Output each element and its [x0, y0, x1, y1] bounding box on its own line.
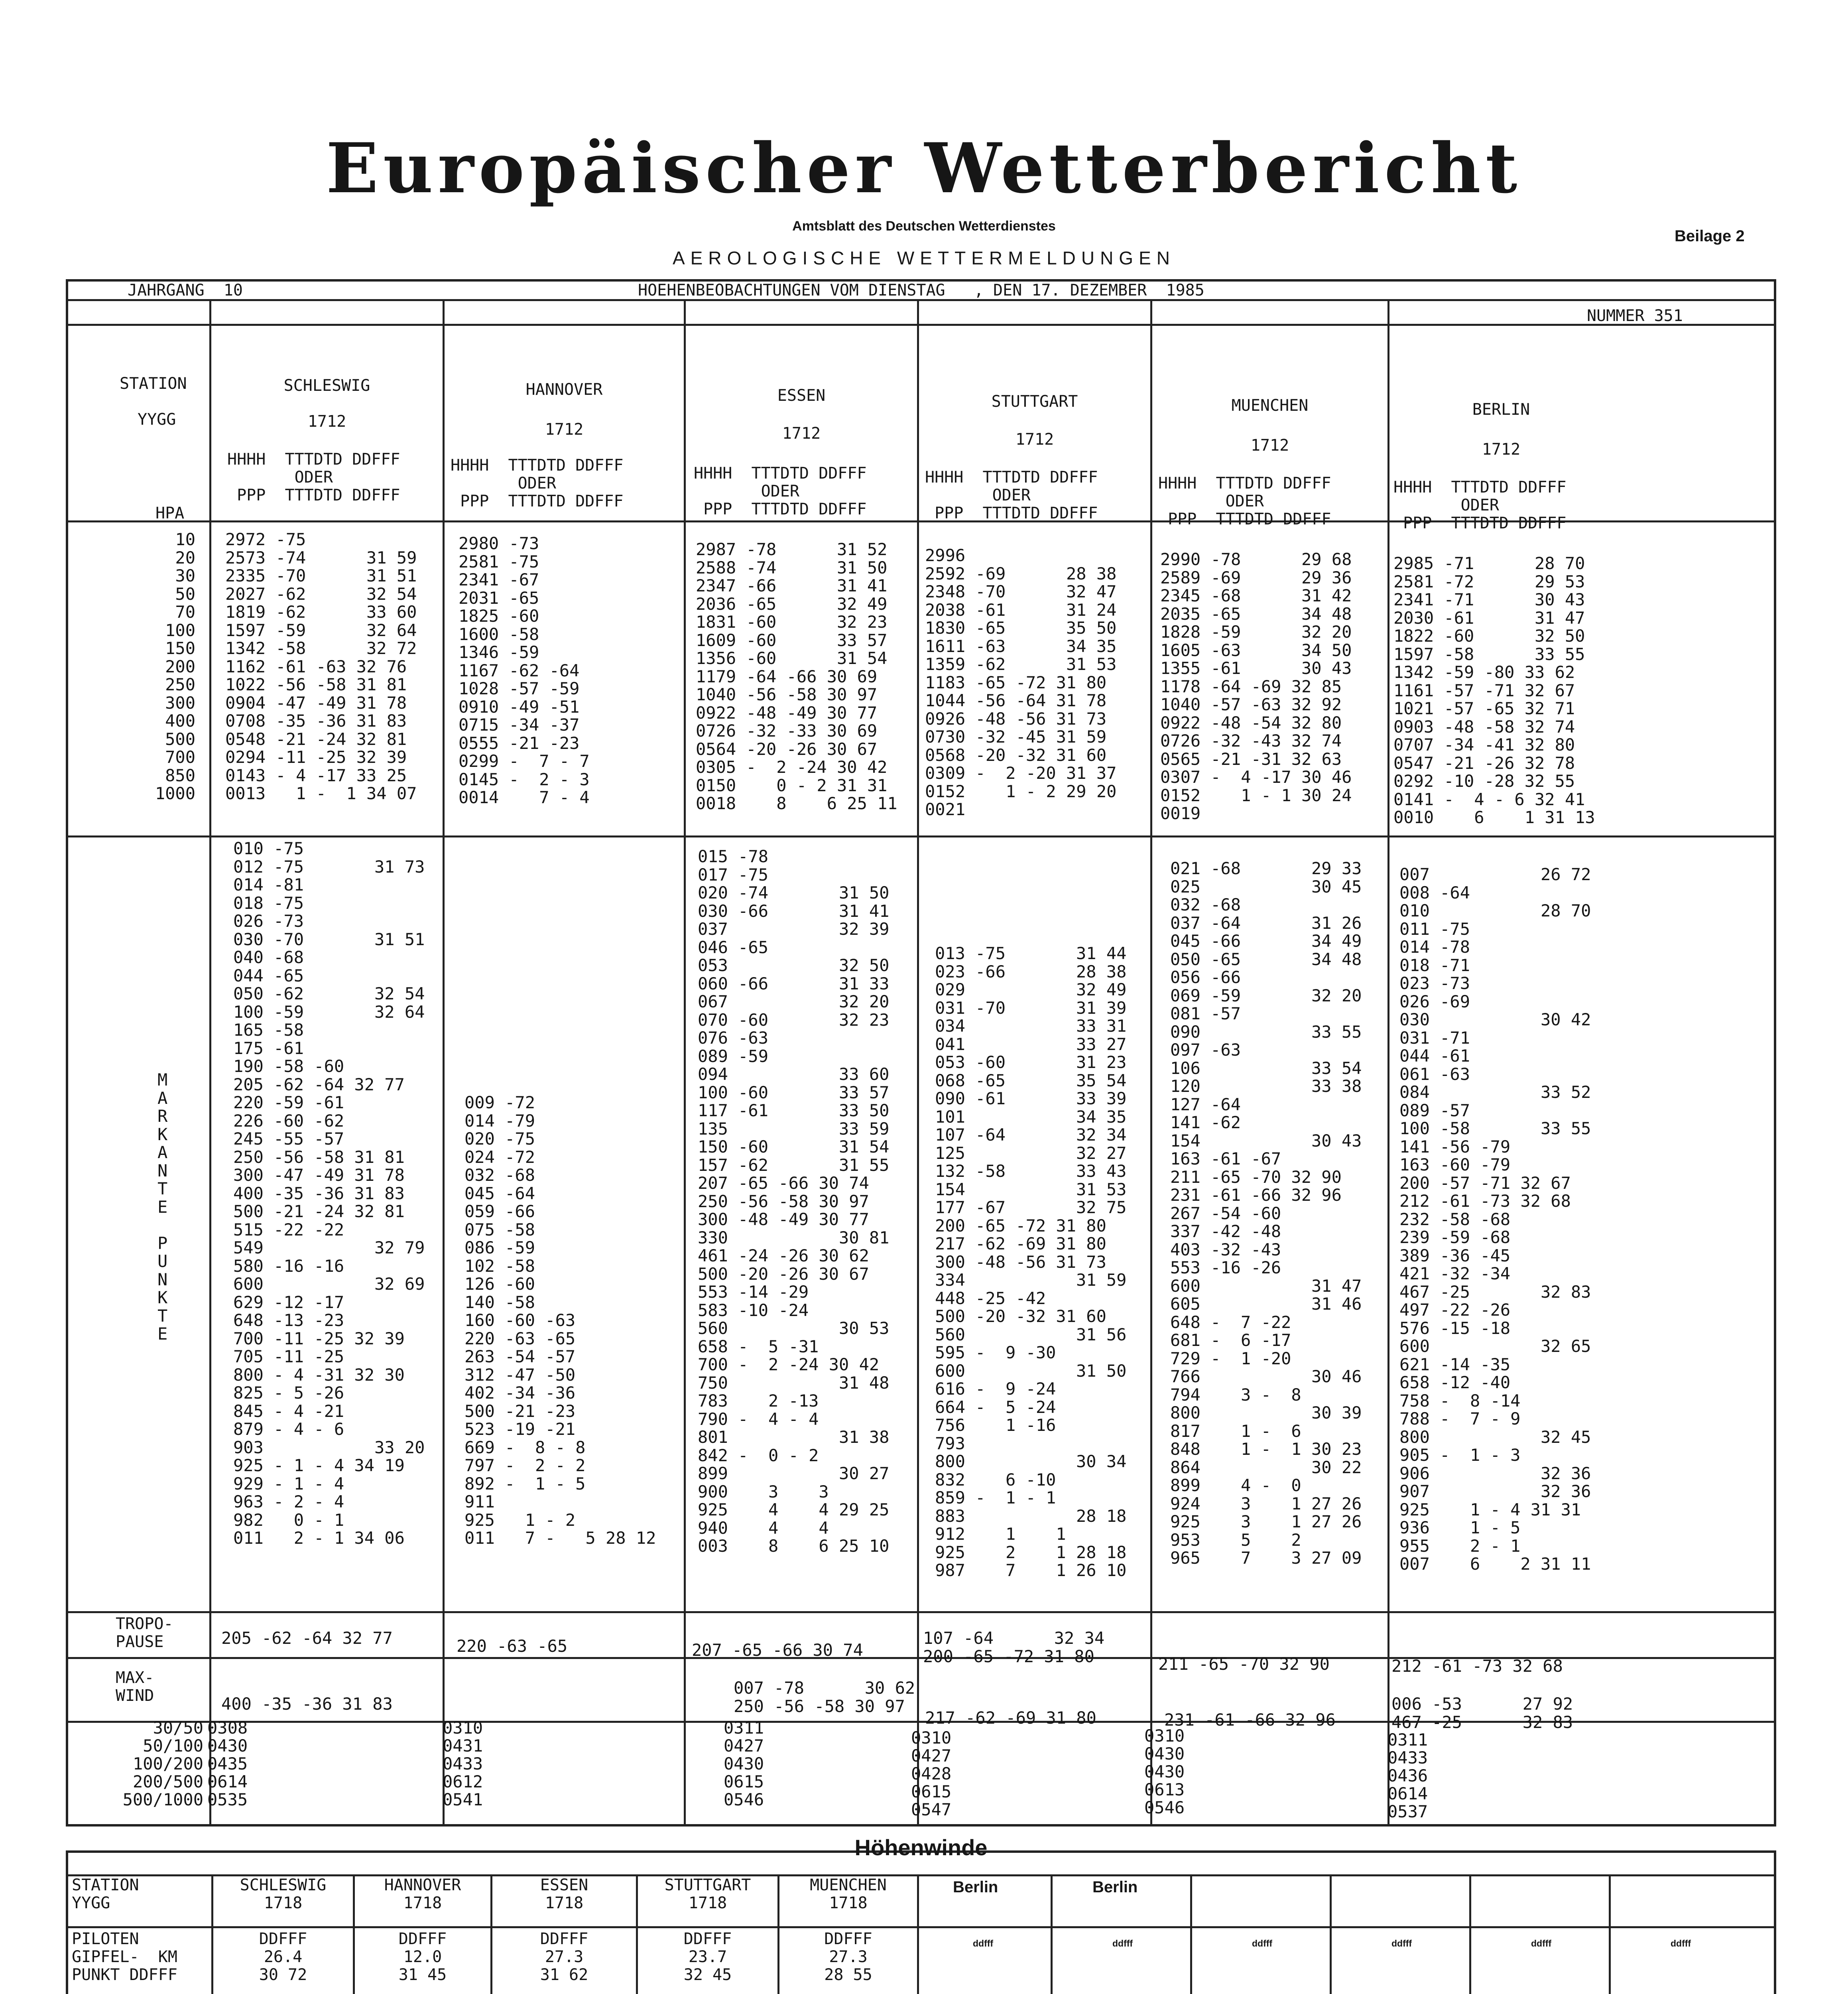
report-title: Europäischer Wetterbericht [326, 128, 1522, 209]
wind-station-time: 1718 [688, 1894, 727, 1912]
winds-stub-station: STATION YYGG [72, 1876, 139, 1912]
station-name: ESSEN [777, 386, 826, 405]
station-name: BERLIN [1472, 400, 1530, 419]
column-header: HHHH TTTDTD DDFFF ODER PPP TTTDTD DDFFF [1393, 478, 1567, 532]
wind-pilot: DDFFF 27.3 31 62 [540, 1930, 588, 1984]
tropopause-value: 107 -64 32 34 200 -65 -72 31 80 [923, 1628, 1105, 1666]
station-time: 1712 [1482, 440, 1521, 459]
maxwind-value: 231 -61 -66 32 96 [1164, 1710, 1336, 1730]
divider [66, 299, 1776, 301]
standard-levels: 2980 -73 2581 -75 2341 -67 2031 -65 1825 -60 1600 -58 1346 -59 1167 -62 -64 1028 -57 -59 0910 -49 -51 0715 -34 -37 0555 -21 -23 0299 - 7 - 7 0145 - 2 - 3 0014 7 - 4 [459, 534, 590, 807]
column-header: HHHH TTTDTD DDFFF ODER PPP TTTDTD DDFFF [1158, 474, 1331, 528]
maxwind-value: 007 -78 30 62 250 -56 -58 30 97 [734, 1678, 915, 1716]
column-header: HHHH TTTDTD DDFFF ODER PPP TTTDTD DDFFF [694, 464, 867, 518]
winds-title: Höhenwinde [854, 1835, 988, 1860]
observation-date: HOEHENBEOBACHTUNGEN VOM DIENSTAG , DEN 17. DEZEMBER 1985 [638, 281, 1204, 299]
column-divider [1190, 1874, 1192, 1994]
station-time: 1712 [545, 420, 584, 439]
supplement-label: Beilage 2 [1675, 227, 1745, 245]
column-divider [1051, 1874, 1053, 1994]
stub-station: STATION [120, 374, 187, 393]
tropopause-value: 220 -63 -65 [457, 1636, 568, 1656]
divider [66, 835, 1776, 837]
layer-values: 0311 0427 0430 0615 0546 [724, 1718, 764, 1809]
markante-punkte-label: M A R K A N T E P U N K T E [157, 1070, 168, 1344]
significant-points: 009 -72 014 -79 020 -75 024 -72 032 -68 045 -64 059 -66 075 -58 086 -59 102 -58 126 -60 140 -58 160 -60 -63 220 -63 -65 263 -54 -57 312 -47 -50 402 -34 -36 500 -21 -23 523 -19 -21 669 - 8 - 8 797 - 2 - 2 892 - 1 - 5 911 925 1 - 2 011 7 - 5 28 12 [464, 1093, 656, 1548]
wind-station-time: 1718 [545, 1894, 584, 1912]
layer-labels: 30/50 50/100 100/200 200/500 500/1000 [122, 1718, 203, 1809]
wind-station-time: 1718 [829, 1894, 868, 1912]
standard-levels: 2990 -78 29 68 2589 -69 29 36 2345 -68 31 42 2035 -65 34 48 1828 -59 32 20 1605 -63 34 50 1355 -61 30 43 1178 -64 -69 32 85 1040 -57 -63 32 92 0922 -48 -54 32 80 0726 -32 -43 32 74 0565 -21 -31 32 63 0307 - 4 -17 30 46 0152 1 - 1 30 24 0019 [1160, 550, 1352, 823]
column-divider [209, 299, 211, 1827]
tropopause-value: 205 -62 -64 32 77 [221, 1628, 393, 1648]
tropopause-value: 207 -65 -66 30 74 [692, 1640, 863, 1660]
maxwind-label: MAX- WIND [116, 1669, 154, 1705]
column-divider [917, 299, 919, 1827]
report-subtitle: Amtsblatt des Deutschen Wetterdienstes [792, 219, 1056, 234]
column-divider [1609, 1874, 1611, 1994]
column-header: HHHH TTTDTD DDFFF ODER PPP TTTDTD DDFFF [451, 456, 624, 510]
berlin-label-2: Berlin [1092, 1878, 1138, 1896]
standard-levels: 2985 -71 28 70 2581 -72 29 53 2341 -71 30 43 2030 -61 31 47 1822 -60 32 50 1597 -58 33 55 1342 -59 -80 33 62 1161 -57 -71 32 67 1021 -57 -65 32 71 0903 -48 -58 32 74 0707 -34 -41 32 80 0547 -21 -26 32 78 0292 -10 -28 32 55 0141 - 4 - 6 32 41 0010 6 1 31 13 [1393, 554, 1595, 827]
wind-station-name: STUTTGART [664, 1876, 751, 1894]
jahrgang: JAHRGANG 10 [128, 281, 243, 299]
column-divider [1387, 299, 1389, 1827]
column-divider [443, 299, 445, 1827]
standard-levels: 2996 2592 -69 28 38 2348 -70 32 47 2038 -61 31 24 1830 -65 35 50 1611 -63 34 35 1359 -62 31 53 1183 -65 -72 31 80 1044 -56 -64 31 78 0926 -48 -56 31 73 0730 -32 -45 31 59 0568 -20 -32 31 60 0309 - 2 -20 31 37 0152 1 - 2 29 20 0021 [925, 546, 1117, 819]
layer-values: 0311 0433 0436 0614 0537 [1387, 1730, 1428, 1821]
station-name: STUTTGART [991, 392, 1078, 411]
wind-station-time: 1718 [403, 1894, 442, 1912]
ddfff-label: ddfff [1391, 1938, 1412, 1949]
significant-points: 010 -75 012 -75 31 73 014 -81 018 -75 026 -73 030 -70 31 51 040 -68 044 -65 050 -62 32 54 100 -59 32 64 165 -58 175 -61 190 -58 -60 205 -62 -64 32 77 220 -59 -61 226 -60 -62 245 -55 -57 250 -56 -58 31 81 300 -47 -49 31 78 400 -35 -36 31 83 500 -21 -24 32 81 515 -22 -22 549 32 79 580 -16 -16 600 32 69 629 -12 -17 648 -13 -23 700 -11 -25 32 39 705 -11 -25 800 - 4 -31 32 30 825 - 5 -26 845 - 4 -21 879 - 4 - 6 903 33 20 925 - 1 - 4 34 19 929 - 1 - 4 963 - 2 - 4 982 0 - 1 011 2 - 1 34 06 [233, 839, 425, 1548]
column-header: HHHH TTTDTD DDFFF ODER PPP TTTDTD DDFFF [227, 450, 400, 504]
ddfff-label: ddfff [1671, 1938, 1691, 1949]
column-divider [684, 299, 686, 1827]
wind-pilot: DDFFF 23.7 32 45 [683, 1930, 732, 1984]
significant-points: 015 -78 017 -75 020 -74 31 50 030 -66 31 41 037 32 39 046 -65 053 32 50 060 -66 31 33 067 32 20 070 -60 32 23 076 -63 089 -59 094 33 60 100 -60 33 57 117 -61 33 50 135 33 59 150 -60 31 54 157 -62 31 55 207 -65 -66 30 74 250 -56 -58 30 97 300 -48 -49 30 77 330 30 81 461 -24 -26 30 62 500 -20 -26 30 67 553 -14 -29 583 -10 -24 560 30 53 658 - 5 -31 700 - 2 -24 30 42 750 31 48 783 2 -13 790 - 4 - 4 801 31 38 842 - 0 - 2 899 30 27 900 3 3 925 4 4 29 25 940 4 4 003 8 6 25 10 [698, 847, 890, 1556]
column-divider [1330, 1874, 1332, 1994]
wind-station-name: HANNOVER [384, 1876, 461, 1894]
standard-levels: 2987 -78 31 52 2588 -74 31 50 2347 -66 31 41 2036 -65 32 49 1831 -60 32 23 1609 -60 33 57 1356 -60 31 54 1179 -64 -66 30 69 1040 -56 -58 30 97 0922 -48 -49 30 77 0726 -32 -33 30 69 0564 -20 -26 30 67 0305 - 2 -24 30 42 0150 0 - 2 31 31 0018 8 6 25 11 [696, 540, 897, 813]
wind-pilot: DDFFF 26.4 30 72 [259, 1930, 307, 1984]
tropopause-value: 211 -65 -70 32 90 [1158, 1654, 1330, 1674]
layer-values: 0308 0430 0435 0614 0535 [207, 1718, 248, 1809]
stub-yygg: YYGG [138, 410, 176, 429]
divider [66, 1611, 1776, 1613]
maxwind-value: 400 -35 -36 31 83 [221, 1694, 393, 1714]
berlin-label-1: Berlin [953, 1878, 998, 1896]
significant-points: 013 -75 31 44 023 -66 28 38 029 32 49 031 -70 31 39 034 33 31 041 33 27 053 -60 31 23 068 -65 35 54 090 -61 33 39 101 34 35 107 -64 32 34 125 32 27 132 -58 33 43 154 31 53 177 -67 32 75 200 -65 -72 31 80 217 -62 -69 31 80 300 -48 -56 31 73 334 31 59 448 -25 -42 500 -20 -32 31 60 560 31 56 595 - 9 -30 600 31 50 616 - 9 -24 664 - 5 -24 756 1 -16 793 800 30 34 832 6 -10 859 - 1 - 1 883 28 18 912 1 1 925 2 1 28 18 987 7 1 26 10 [935, 944, 1127, 1580]
column-divider [917, 1874, 919, 1994]
standard-levels: 2972 -75 2573 -74 31 59 2335 -70 31 51 2027 -62 32 54 1819 -62 33 60 1597 -59 32 64 1342 -58 32 72 1162 -61 -63 32 76 1022 -56 -58 31 81 0904 -47 -49 31 78 0708 -35 -36 31 83 0548 -21 -24 32 81 0294 -11 -25 32 39 0143 - 4 -17 33 25 0013 1 - 1 34 07 [225, 530, 417, 803]
pressure-levels: 10 20 30 50 70 100 150 200 250 300 400 500 700 850 1000 [155, 530, 195, 803]
divider [66, 324, 1776, 326]
divider [66, 1926, 1776, 1928]
maxwind-value: 217 -62 -69 31 80 [925, 1708, 1096, 1728]
station-time: 1712 [1250, 436, 1289, 455]
wind-station-name: MUENCHEN [810, 1876, 887, 1894]
significant-points: 021 -68 29 33 025 30 45 032 -68 037 -64 31 26 045 -66 34 49 050 -65 34 48 056 -66 069 -59 32 20 081 -57 090 33 55 097 -63 106 33 54 120 33 38 127 -64 141 -62 154 30 43 163 -61 -67 211 -65 -70 32 90 231 -61 -66 32 96 267 -54 -60 337 -42 -48 403 -32 -43 553 -16 -26 600 31 47 605 31 46 648 - 7 -22 681 - 6 -17 729 - 1 -20 766 30 46 794 3 - 8 800 30 39 817 1 - 6 848 1 - 1 30 23 864 30 22 899 4 - 0 924 3 1 27 26 925 3 1 27 26 953 5 2 965 7 3 27 09 [1170, 859, 1362, 1568]
layer-values: 0310 0430 0430 0613 0546 [1144, 1726, 1185, 1817]
column-divider [1150, 299, 1152, 1827]
layer-values: 0310 0431 0433 0612 0541 [443, 1718, 483, 1809]
issue-number: NUMMER 351 [1587, 307, 1683, 325]
ddfff-label: ddfff [1531, 1938, 1552, 1949]
tropopause-value: 212 -61 -73 32 68 [1391, 1656, 1563, 1676]
station-time: 1712 [782, 424, 821, 443]
column-header: HHHH TTTDTD DDFFF ODER PPP TTTDTD DDFFF [925, 468, 1098, 522]
significant-points: 007 26 72 008 -64 010 28 70 011 -75 014 -78 018 -71 023 -73 026 -69 030 30 42 031 -71 044 -61 061 -63 084 33 52 089 -57 100 -58 33 55 141 -56 -79 163 -60 -79 200 -57 -71 32 67 212 -61 -73 32 68 232 -58 -68 239 -59 -68 389 -36 -45 421 -32 -34 467 -25 32 83 497 -22 -26 576 -15 -18 600 32 65 621 -14 -35 658 -12 -40 758 - 8 -14 788 - 7 - 9 800 32 45 905 - 1 - 3 906 32 36 907 32 36 925 1 - 4 31 31 936 1 - 5 955 2 - 1 007 6 2 31 11 [1399, 865, 1591, 1574]
ddfff-label: ddfff [1252, 1938, 1273, 1949]
station-name: SCHLESWIG [283, 376, 370, 395]
wind-pilot: DDFFF 12.0 31 45 [398, 1930, 447, 1984]
wind-pilot: DDFFF 27.3 28 55 [824, 1930, 872, 1984]
tropopause-label: TROPO- PAUSE [116, 1615, 173, 1651]
station-time: 1712 [307, 412, 346, 431]
wind-station-name: SCHLESWIG [240, 1876, 327, 1894]
layer-values: 0310 0427 0428 0615 0547 [911, 1728, 952, 1819]
stub-hpa: HPA [155, 504, 185, 522]
maxwind-value: 006 -53 27 92 467 -25 32 83 [1391, 1694, 1573, 1732]
ddfff-label: ddfff [1112, 1938, 1133, 1949]
section-title: AEROLOGISCHE WETTERMELDUNGEN [673, 248, 1175, 268]
wind-station-name: ESSEN [540, 1876, 588, 1894]
ddfff-label: ddfff [973, 1938, 994, 1949]
column-divider [1469, 1874, 1471, 1994]
winds-stub-pilot: PILOTEN GIPFEL- KM PUNKT DDFFF [72, 1930, 177, 1984]
station-name: MUENCHEN [1231, 396, 1309, 415]
station-name: HANNOVER [525, 380, 603, 399]
station-time: 1712 [1015, 430, 1054, 449]
wind-station-time: 1718 [264, 1894, 303, 1912]
